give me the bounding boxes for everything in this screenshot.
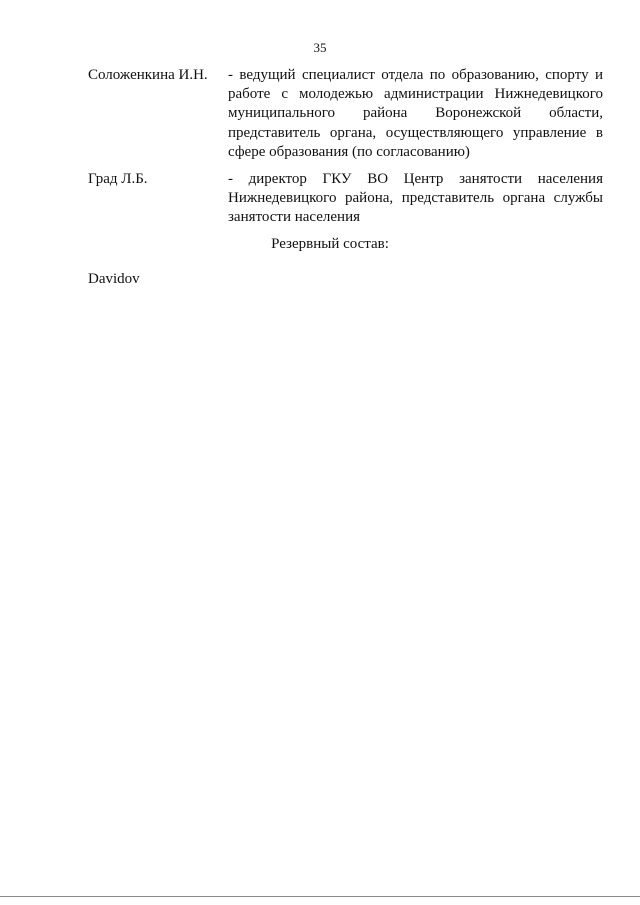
member-name: Davidov xyxy=(88,271,140,287)
member-description: - ведущий специалист отдела по образованию, спорту и работе с молодежью администрации Нижнедевицкого муниципального района Воронежской области, представитель органа, осуществляющего управление в сфере образования (по согласованию) xyxy=(228,67,603,160)
member-name: Соложенкина И.Н. xyxy=(88,67,208,83)
member-description: - директор ГКУ ВО Центр занятости населения Нижнедевицкого района, представитель органа службы занятости населения xyxy=(228,171,603,226)
page-number: 35 xyxy=(313,40,327,55)
member-name: Град Л.Б. xyxy=(88,171,148,187)
reserve-heading: Резервный состав: xyxy=(271,236,389,252)
page-bottom-edge xyxy=(0,896,640,897)
